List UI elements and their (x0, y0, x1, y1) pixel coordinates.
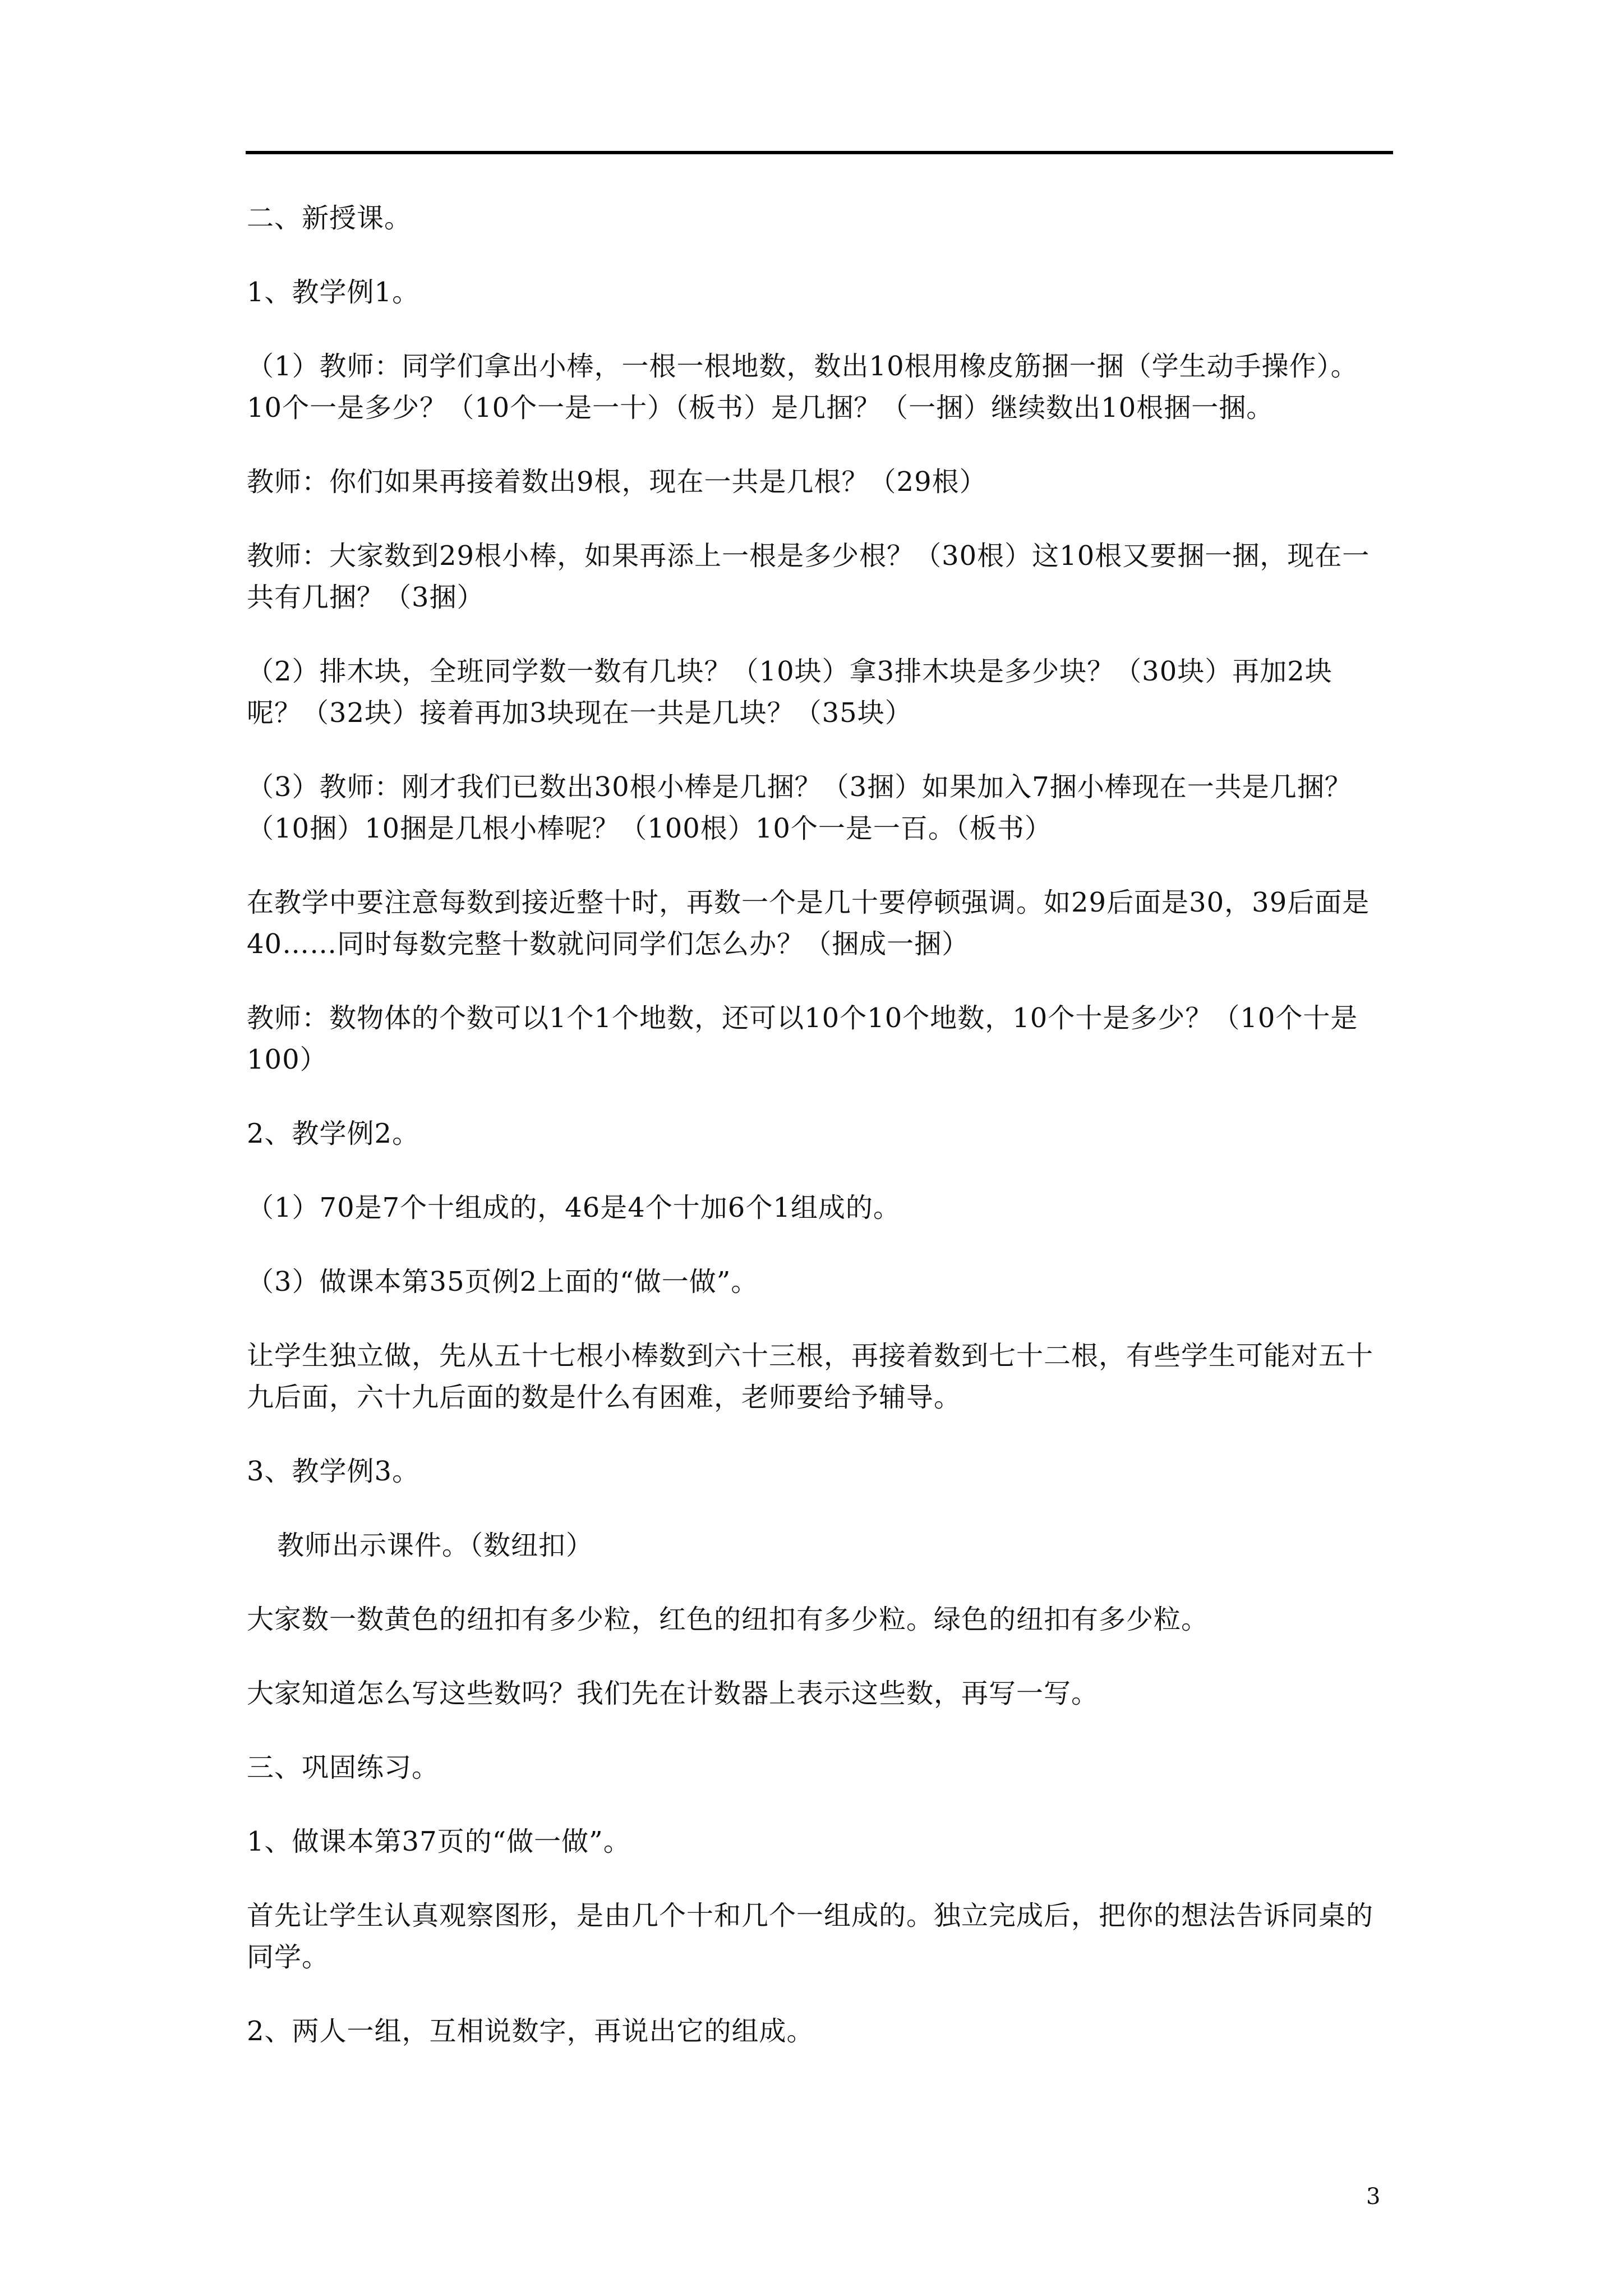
paragraph: 1、做课本第37页的“做一做”。 (247, 1826, 631, 1857)
paragraph: 2、两人一组，互相说数字，再说出它的组成。 (247, 2016, 814, 2047)
paragraph: （3）教师：刚才我们已数出30根小棒是几捆？（3捆）如果加入7捆小棒现在一共是几捆？（10捆）10捆是几根小棒呢？（100根）10个一是一百。（板书） (247, 771, 1352, 844)
paragraph: 大家知道怎么写这些数吗？我们先在计数器上表示这些数，再写一写。 (247, 1678, 1099, 1709)
paragraph: 教师：你们如果再接着数出9根，现在一共是几根？（29根） (247, 466, 987, 498)
example-2-heading: 2、教学例2。 (247, 1118, 420, 1149)
header-rule (246, 151, 1393, 154)
paragraph: （1）70是7个十组成的，46是4个十加6个1组成的。 (247, 1192, 901, 1223)
paragraph: 教师出示课件。（数纽扣） (277, 1530, 594, 1561)
paragraph: 大家数一数黄色的纽扣有多少粒，红色的纽扣有多少粒。绿色的纽扣有多少粒。 (247, 1604, 1209, 1635)
section-heading-practice: 三、巩固练习。 (247, 1752, 440, 1783)
example-1-heading: 1、教学例1。 (247, 277, 420, 308)
example-3-heading: 3、教学例3。 (247, 1456, 420, 1487)
paragraph: 首先让学生认真观察图形，是由几个十和几个一组成的。独立完成后，把你的想法告诉同桌的同学。 (247, 1900, 1374, 1973)
paragraph: 教师：大家数到29根小棒，如果再添上一根是多少根？（30根）这10根又要捆一捆，现在一共有几捆？（3捆） (247, 540, 1370, 613)
paragraph: 教师：数物体的个数可以1个1个地数，还可以10个10个地数，10个十是多少？（10个十是100） (247, 1002, 1358, 1075)
paragraph: （1）教师：同学们拿出小棒，一根一根地数，数出10根用橡皮筋捆一捆（学生动手操作）。10个一是多少？（10个一是一十）（板书）是几捆？（一捆）继续数出10根捆一捆。 (247, 351, 1358, 424)
section-heading-new-lesson: 二、新授课。 (247, 203, 412, 234)
paragraph: 让学生独立做，先从五十七根小棒数到六十三根，再接着数到七十二根，有些学生可能对五十九后面，六十九后面的数是什么有困难，老师要给予辅导。 (247, 1340, 1374, 1413)
paragraph: （2）排木块，全班同学数一数有几块？（10块）拿3排木块是多少块？（30块）再加2块呢？（32块）接着再加3块现在一共是几块？（35块） (247, 656, 1332, 729)
document-body (247, 197, 1385, 2085)
paragraph: 在教学中要注意每数到接近整十时，再数一个是几十要停顿强调。如29后面是30，39后面是40……同时每数完整十数就问同学们怎么办？（捆成一捆） (247, 887, 1370, 960)
paragraph: （3）做课本第35页例2上面的“做一做”。 (247, 1266, 759, 1297)
page-number: 3 (1366, 2184, 1381, 2210)
